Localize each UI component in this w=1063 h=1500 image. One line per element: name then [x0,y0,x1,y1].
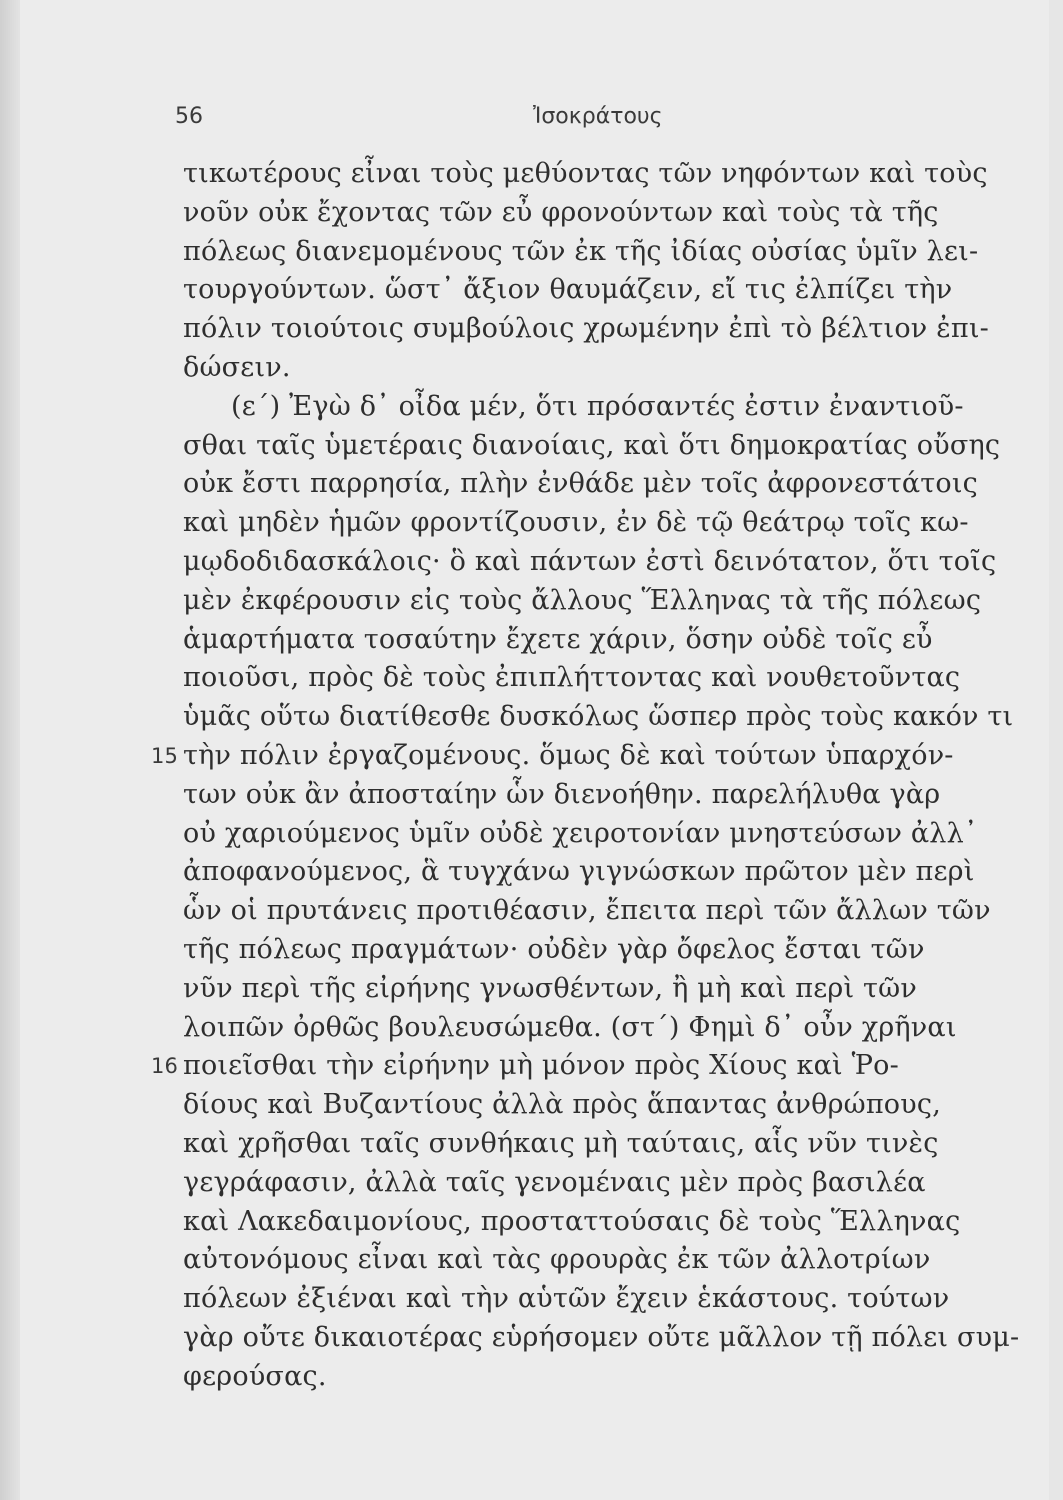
running-title: Ἰσοκράτους [533,104,663,129]
text-line [183,1125,1063,1164]
line-text: γεγράφασιν, ἀλλὰ ταῖς γενομέναις μὲν πρὸς βασιλέα [183,1166,926,1198]
line-text: αὐτονόμους εἶναι καὶ τὰς φρουρὰς ἐκ τῶν ἀλλοτρίων [183,1244,931,1276]
book-page [20,0,1049,1500]
text-line [183,1009,1063,1048]
line-text: νῦν περὶ τῆς εἰρήνης γνωσθέντων, ἢ μὴ καὶ περὶ τῶν [183,972,918,1004]
text-line [151,737,1063,776]
text-line [183,504,1063,543]
section-number: 15 [151,743,179,768]
text-line [183,233,1063,272]
line-text: ἁμαρτήματα τοσαύτην ἔχετε χάριν, ὅσην οὐδὲ τοῖς εὖ [183,623,933,655]
line-text: δώσειν. [183,351,291,383]
line-text: οὐκ ἔστι παρρησία, πλὴν ἐνθάδε μὲν τοῖς ἀφρονεστάτοις [183,468,978,500]
line-text: πόλεων ἐξιέναι καὶ τὴν αὑτῶν ἔχειν ἑκάστους. τούτων [183,1283,950,1315]
line-text: φερούσας. [183,1360,327,1392]
text-line [183,1203,1063,1242]
line-text: λοιπῶν ὀρθῶς βουλευσώμεθα. (στ΄) Φημὶ δ᾽ οὖν χρῆναι [183,1011,957,1043]
text-line [151,1047,1063,1086]
scan-edge [0,0,20,1500]
line-text: καὶ χρῆσθαι ταῖς συνθήκαις μὴ ταύταις, αἷς νῦν τινὲς [183,1127,939,1159]
line-text: δίους καὶ Βυζαντίους ἀλλὰ πρὸς ἅπαντας ἀνθρώπους, [183,1089,941,1121]
line-text: (ε΄) Ἐγὼ δ᾽ οἶδα μέν, ὅτι πρόσαντές ἐστιν ἐναντιοῦ- [231,390,964,422]
text-line [183,1319,1063,1358]
line-text: οὐ χαριούμενος ὑμῖν οὐδὲ χειροτονίαν μνηστεύσων ἀλλ᾽ [183,817,978,849]
line-text: καὶ μηδὲν ἡμῶν φροντίζουσιν, ἐν δὲ τῷ θεάτρῳ τοῖς κω- [183,507,969,539]
text-line [183,1164,1063,1203]
text-line [183,892,1063,931]
text-line [183,465,1063,504]
text-line [183,853,1063,892]
line-text: ποιοῦσι, πρὸς δὲ τοὺς ἐπιπλήττοντας καὶ νουθετοῦντας [183,662,961,694]
line-text: μῳδοδιδασκάλοις· ὃ καὶ πάντων ἐστὶ δεινότατον, ὅτι τοῖς [183,545,997,577]
body-text [151,155,1063,1397]
page-number: 56 [175,104,203,129]
text-line [183,1086,1063,1125]
line-text: τὴν πόλιν ἐργαζομένους. ὅμως δὲ καὶ τούτων ὑπαρχόν- [183,739,954,771]
line-text: ποιεῖσθαι τὴν εἰρήνην μὴ μόνον πρὸς Χίους καὶ Ῥο- [183,1050,899,1082]
line-text: τικωτέρους εἶναι τοὺς μεθύοντας τῶν νηφόντων καὶ τοὺς [183,158,988,189]
text-line [183,271,1063,310]
text-line [183,659,1063,698]
text-line [183,388,1063,427]
section-number: 16 [151,1054,179,1079]
text-line [183,931,1063,970]
text-line [183,310,1063,349]
line-text: γὰρ οὔτε δικαιοτέρας εὑρήσομεν οὔτε μᾶλλον τῇ πόλει συμ- [183,1321,1020,1353]
text-line [183,970,1063,1009]
text-line [183,815,1063,854]
line-text: τουργούντων. ὥστ᾽ ἄξιον θαυμάζειν, εἴ τις ἐλπίζει τὴν [183,274,953,306]
line-text: ὧν οἱ πρυτάνεις προτιθέασιν, ἔπειτα περὶ τῶν ἄλλων τῶν [183,895,991,927]
line-text: πόλεως διανεμομένους τῶν ἐκ τῆς ἰδίας οὐσίας ὑμῖν λει- [183,235,979,267]
line-text: νοῦν οὐκ ἔχοντας τῶν εὖ φρονούντων καὶ τοὺς τὰ τῆς [183,196,939,228]
line-text: καὶ Λακεδαιμονίους, προσταττούσαις δὲ τοὺς Ἕλληνας [183,1205,961,1237]
line-text: των οὐκ ἂν ἀποσταίην ὧν διενοήθην. παρελήλυθα γὰρ [183,778,941,810]
text-line [183,621,1063,660]
text-line [183,1358,1063,1397]
line-text: ὑμᾶς οὕτω διατίθεσθε δυσκόλως ὥσπερ πρὸς τοὺς κακόν τι [183,701,1014,733]
line-text: ἀποφανούμενος, ἃ τυγχάνω γιγνώσκων πρῶτον μὲν περὶ [183,856,975,888]
text-line [183,582,1063,621]
text-line [183,427,1063,466]
line-text: πόλιν τοιούτοις συμβούλοις χρωμένην ἐπὶ τὸ βέλτιον ἐπι- [183,313,989,345]
text-line [183,349,1063,388]
page-header [20,98,1049,138]
line-text: μὲν ἐκφέρουσιν εἰς τοὺς ἄλλους Ἕλληνας τὰ τῆς πόλεως [183,584,982,616]
line-text: σθαι ταῖς ὑμετέραις διανοίαις, καὶ ὅτι δημοκρατίας οὔσης [183,429,1001,461]
text-line [183,1241,1063,1280]
text-line [183,194,1063,233]
text-line [183,776,1063,815]
text-line [183,1280,1063,1319]
text-line [183,698,1063,737]
line-text: τῆς πόλεως πραγμάτων· οὐδὲν γὰρ ὄφελος ἔσται τῶν [183,933,925,965]
text-line [183,155,1063,194]
text-line [183,543,1063,582]
